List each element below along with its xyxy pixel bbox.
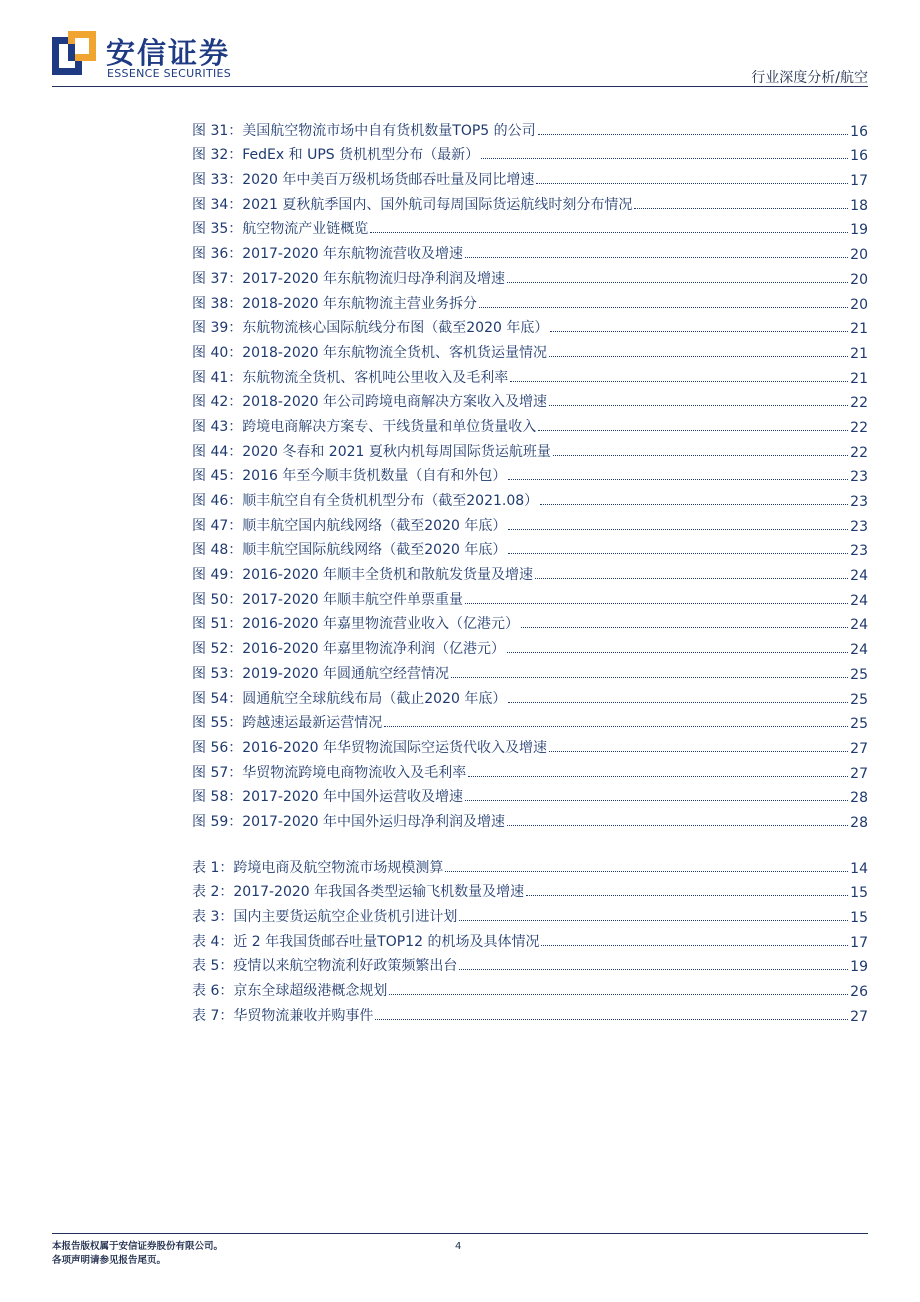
toc-entry-figure-43[interactable] <box>192 411 868 436</box>
essence-logo-icon <box>52 31 96 75</box>
dot-leader <box>508 702 848 703</box>
toc-page: 25 <box>850 716 868 733</box>
toc-label: 图 54：圆通航空全球航线布局（截止2020 年底） <box>192 690 507 707</box>
toc-label: 图 43：跨境电商解决方案专、干线货量和单位货量收入 <box>192 418 537 435</box>
toc-label: 图 58：2017-2020 年中国外运营收及增速 <box>192 789 464 806</box>
toc-page: 16 <box>850 148 868 165</box>
footer-divider <box>52 1233 868 1234</box>
toc-entry-figure-31[interactable] <box>192 115 868 140</box>
toc-entry-figure-50[interactable] <box>192 584 868 609</box>
toc-entry-figure-59[interactable] <box>192 806 868 831</box>
footer-notice <box>52 1240 223 1268</box>
toc-page: 20 <box>850 247 868 264</box>
disclaimer-notice: 各项声明请参见报告尾页。 <box>52 1255 167 1266</box>
dot-leader <box>508 479 848 480</box>
toc-label: 图 55：跨越速运最新运营情况 <box>192 715 383 732</box>
toc-entry-figure-47[interactable] <box>192 510 868 535</box>
toc-page: 20 <box>850 271 868 288</box>
toc-entry-figure-44[interactable] <box>192 436 868 461</box>
dot-leader <box>549 356 848 357</box>
toc-label: 图 56：2016-2020 年华贸物流国际空运货代收入及增速 <box>192 739 548 756</box>
toc-page: 27 <box>850 1008 868 1025</box>
table-index <box>192 852 868 1025</box>
toc-page: 17 <box>850 934 868 951</box>
toc-entry-figure-41[interactable] <box>192 362 868 387</box>
toc-entry-figure-32[interactable] <box>192 140 868 165</box>
report-section: 行业深度分析/航空 <box>751 70 868 86</box>
toc-label: 图 38：2018-2020 年东航物流主营业务拆分 <box>192 295 478 312</box>
toc-page: 16 <box>850 123 868 140</box>
copyright-notice: 本报告版权属于安信证券股份有限公司。 <box>52 1241 224 1252</box>
toc-entry-figure-33[interactable] <box>192 164 868 189</box>
dot-leader <box>634 208 848 209</box>
dot-leader <box>507 652 848 653</box>
toc-entry-figure-51[interactable] <box>192 609 868 634</box>
dot-leader <box>384 726 848 727</box>
toc-label: 表 7：华贸物流兼收并购事件 <box>192 1007 374 1024</box>
toc-page: 20 <box>850 296 868 313</box>
toc-label: 图 33：2020 年中美百万级机场货邮吞吐量及同比增速 <box>192 172 535 189</box>
dot-leader <box>549 751 848 752</box>
toc-label: 表 1：跨境电商及航空物流市场规模测算 <box>192 859 444 876</box>
toc-page: 23 <box>850 494 868 510</box>
toc-label: 图 42：2018-2020 年公司跨境电商解决方案收入及增速 <box>192 394 548 411</box>
dot-leader <box>375 1019 848 1020</box>
dot-leader <box>445 871 848 872</box>
toc-page: 18 <box>850 197 868 214</box>
toc-label: 图 36：2017-2020 年东航物流营收及增速 <box>192 246 464 263</box>
toc-label: 表 6：京东全球超级港概念规划 <box>192 983 388 1000</box>
toc-label: 图 50：2017-2020 年顺丰航空件单票重量 <box>192 591 464 608</box>
toc-entry-figure-39[interactable] <box>192 313 868 338</box>
toc-label: 图 34：2021 夏秋航季国内、国外航司每周国际货运航线时刻分布情况 <box>192 196 633 213</box>
toc-page: 28 <box>850 814 868 831</box>
toc-entry-figure-46[interactable] <box>192 485 868 510</box>
toc-page: 22 <box>850 419 868 436</box>
dot-leader <box>510 381 848 382</box>
toc-label: 图 48：顺丰航空国际航线网络（截至2020 年底） <box>192 542 507 559</box>
dot-leader <box>465 603 848 604</box>
toc-label: 图 52：2016-2020 年嘉里物流净利润（亿港元） <box>192 641 506 658</box>
toc-entry-table-5[interactable] <box>192 951 868 976</box>
dot-leader <box>508 553 848 554</box>
toc-label: 表 3：国内主要货运航空企业货机引进计划 <box>192 909 458 926</box>
toc-page: 22 <box>850 395 868 412</box>
toc-label: 图 46：顺丰航空自有全货机机型分布（截至2021.08） <box>192 493 539 509</box>
toc-entry-figure-53[interactable] <box>192 658 868 683</box>
dot-leader <box>549 405 848 406</box>
toc-page: 24 <box>850 617 868 634</box>
header-divider <box>52 86 868 87</box>
toc-page: 24 <box>850 642 868 659</box>
toc-label: 图 37：2017-2020 年东航物流归母净利润及增速 <box>192 270 506 287</box>
toc-page: 21 <box>850 321 868 338</box>
toc-page: 26 <box>850 984 868 1001</box>
toc-entry-figure-58[interactable] <box>192 782 868 807</box>
toc-label: 表 4：近 2 年我国货邮吞吐量TOP12 的机场及具体情况 <box>192 933 540 950</box>
toc-label: 图 51：2016-2020 年嘉里物流营业收入（亿港元） <box>192 616 520 633</box>
dot-leader <box>538 134 848 135</box>
toc-label: 图 32：FedEx 和 UPS 货机机型分布（最新） <box>192 147 480 164</box>
toc-entry-figure-55[interactable] <box>192 708 868 733</box>
toc-entry-figure-56[interactable] <box>192 732 868 757</box>
toc-label: 图 41：东航物流全货机、客机吨公里收入及毛利率 <box>192 369 509 386</box>
toc-page: 24 <box>850 592 868 609</box>
toc-entry-table-7[interactable] <box>192 1000 868 1025</box>
dot-leader <box>389 994 848 995</box>
toc-label: 图 47：顺丰航空国内航线网络（截至2020 年底） <box>192 517 507 534</box>
dot-leader <box>508 529 848 530</box>
toc-label: 图 53：2019-2020 年圆通航空经营情况 <box>192 665 450 682</box>
toc-page: 19 <box>850 959 868 976</box>
dot-leader <box>507 282 848 283</box>
toc-entry-figure-49[interactable] <box>192 559 868 584</box>
toc-page: 24 <box>850 568 868 585</box>
toc-entry-table-6[interactable] <box>192 975 868 1000</box>
dot-leader <box>553 455 848 456</box>
toc-label: 表 5：疫情以来航空物流利好政策频繁出台 <box>192 958 458 975</box>
toc-page: 28 <box>850 790 868 807</box>
toc-page: 15 <box>850 885 868 902</box>
toc-page: 25 <box>850 691 868 708</box>
dot-leader <box>465 800 848 801</box>
toc-page: 15 <box>850 910 868 927</box>
figure-index <box>192 115 868 831</box>
toc-entry-figure-36[interactable] <box>192 238 868 263</box>
toc-entry-figure-48[interactable] <box>192 535 868 560</box>
toc-entry-figure-42[interactable] <box>192 387 868 412</box>
toc-label: 表 2：2017-2020 年我国各类型运输飞机数量及增速 <box>192 884 525 901</box>
toc-page: 25 <box>850 666 868 683</box>
toc-page: 14 <box>850 860 868 877</box>
dot-leader <box>370 232 848 233</box>
toc-page: 22 <box>850 444 868 461</box>
toc-label: 图 49：2016-2020 年顺丰全货机和散航发货量及增速 <box>192 567 534 584</box>
dot-leader <box>459 920 848 921</box>
toc-entry-figure-34[interactable] <box>192 189 868 214</box>
toc-page: 21 <box>850 370 868 387</box>
dot-leader <box>507 825 848 826</box>
dot-leader <box>479 307 848 308</box>
dot-leader <box>536 183 848 184</box>
toc-label: 图 31：美国航空物流市场中自有货机数量TOP5 的公司 <box>192 122 536 139</box>
dot-leader <box>541 945 848 946</box>
toc-page: 23 <box>850 469 868 486</box>
dot-leader <box>451 677 848 678</box>
toc-label: 图 45：2016 年至今顺丰货机数量（自有和外包） <box>192 468 507 485</box>
toc-entry-table-2[interactable] <box>192 877 868 902</box>
toc-page: 23 <box>850 543 868 560</box>
dot-leader <box>481 158 848 159</box>
toc-entry-figure-38[interactable] <box>192 288 868 313</box>
toc-label: 图 57：华贸物流跨境电商物流收入及毛利率 <box>192 764 467 781</box>
toc-page: 19 <box>850 222 868 239</box>
toc-entry-table-3[interactable] <box>192 901 868 926</box>
dot-leader <box>526 895 848 896</box>
toc-page: 17 <box>850 173 868 190</box>
page-header <box>0 0 920 92</box>
company-name-en: ESSENCE SECURITIES <box>107 67 232 80</box>
dot-leader <box>521 627 848 628</box>
toc-label: 图 40：2018-2020 年东航物流全货机、客机货运量情况 <box>192 344 548 361</box>
toc-page: 23 <box>850 518 868 535</box>
toc-page: 27 <box>850 740 868 757</box>
toc-entry-figure-40[interactable] <box>192 337 868 362</box>
toc-entry-figure-57[interactable] <box>192 757 868 782</box>
toc-entry-figure-37[interactable] <box>192 263 868 288</box>
toc-page: 27 <box>850 765 868 782</box>
dot-leader <box>538 430 848 431</box>
toc-entry-figure-52[interactable] <box>192 633 868 658</box>
dot-leader <box>535 578 848 579</box>
toc-entry-figure-35[interactable] <box>192 214 868 239</box>
toc-page: 21 <box>850 345 868 362</box>
company-name-cn: 安信证券 <box>106 36 231 70</box>
toc-entry-table-1[interactable] <box>192 852 868 877</box>
dot-leader <box>465 257 848 258</box>
toc-entry-figure-45[interactable] <box>192 461 868 486</box>
toc-entry-table-4[interactable] <box>192 926 868 951</box>
toc-label: 图 35：航空物流产业链概览 <box>192 221 369 238</box>
toc-label: 图 59：2017-2020 年中国外运归母净利润及增速 <box>192 813 506 830</box>
dot-leader <box>540 504 848 505</box>
page-number: 4 <box>455 1241 462 1252</box>
toc-label: 图 44：2020 冬春和 2021 夏秋内机每周国际货运航班量 <box>192 443 551 460</box>
dot-leader <box>468 776 848 777</box>
toc-entry-figure-54[interactable] <box>192 683 868 708</box>
dot-leader <box>550 331 848 332</box>
dot-leader <box>459 969 848 970</box>
toc-label: 图 39：东航物流核心国际航线分布图（截至2020 年底） <box>192 320 549 337</box>
